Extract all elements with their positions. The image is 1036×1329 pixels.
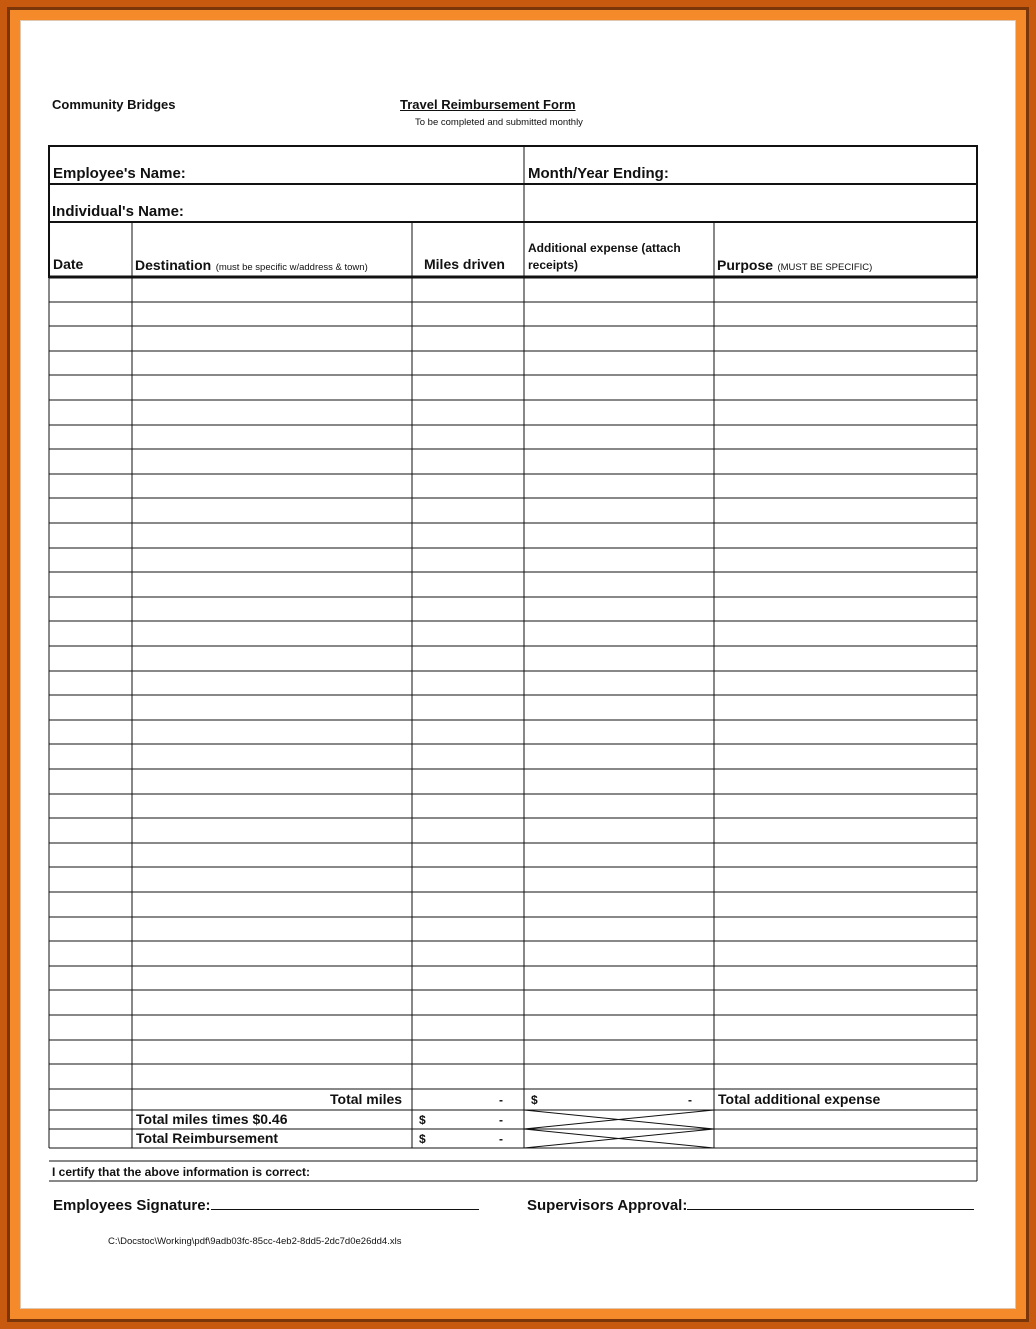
- total-miles-label: Total miles: [330, 1091, 403, 1107]
- form-title: Travel Reimbursement Form: [400, 97, 576, 112]
- destination-label: Destination: [135, 257, 212, 273]
- column-header-destination: [135, 257, 368, 275]
- supervisor-approval-label: Supervisors Approval:: [527, 1197, 688, 1214]
- purpose-note: (MUST BE SPECIFIC): [777, 262, 873, 273]
- individual-name-label: Individual's Name:: [52, 203, 184, 220]
- total-additional-expense-label: Total additional expense: [718, 1091, 881, 1107]
- column-header-purpose: [717, 257, 872, 275]
- miles-times-rate-label: Total miles times $0.46: [136, 1111, 288, 1127]
- expense-value: -: [688, 1093, 692, 1107]
- reimbursement-value: -: [499, 1132, 503, 1146]
- supervisor-approval-line[interactable]: [687, 1195, 974, 1210]
- file-path-footer: C:\Docstoc\Working\pdf\9adb03fc-85cc-4eb2-8dd5-2dc7d0e26dd4.xls: [108, 1236, 402, 1247]
- miles-times-value: -: [499, 1113, 503, 1127]
- destination-note: (must be specific w/address & town): [215, 262, 368, 273]
- column-header-miles: Miles driven: [424, 256, 505, 272]
- total-reimbursement-label: Total Reimbursement: [136, 1130, 279, 1146]
- miles-times-currency: $: [419, 1113, 426, 1127]
- form-subtitle: To be completed and submitted monthly: [415, 117, 583, 128]
- month-year-label: Month/Year Ending:: [528, 165, 669, 182]
- column-header-additional-line1: Additional expense (attach: [528, 241, 681, 255]
- supervisor-approval-row: [527, 1195, 974, 1215]
- certify-text: I certify that the above information is correct:: [52, 1165, 311, 1179]
- column-header-additional-line2: receipts): [528, 258, 579, 272]
- reimbursement-currency: $: [419, 1132, 426, 1146]
- expense-currency: $: [531, 1093, 538, 1107]
- total-miles-value: -: [499, 1093, 503, 1107]
- organization-name: Community Bridges: [52, 97, 176, 112]
- employee-name-label: Employee's Name:: [53, 165, 186, 182]
- employee-signature-label: Employees Signature:: [53, 1197, 211, 1214]
- purpose-label: Purpose: [717, 257, 774, 273]
- column-header-date: Date: [53, 256, 84, 272]
- employee-signature-line[interactable]: [211, 1195, 479, 1210]
- employee-signature-row: [53, 1195, 479, 1215]
